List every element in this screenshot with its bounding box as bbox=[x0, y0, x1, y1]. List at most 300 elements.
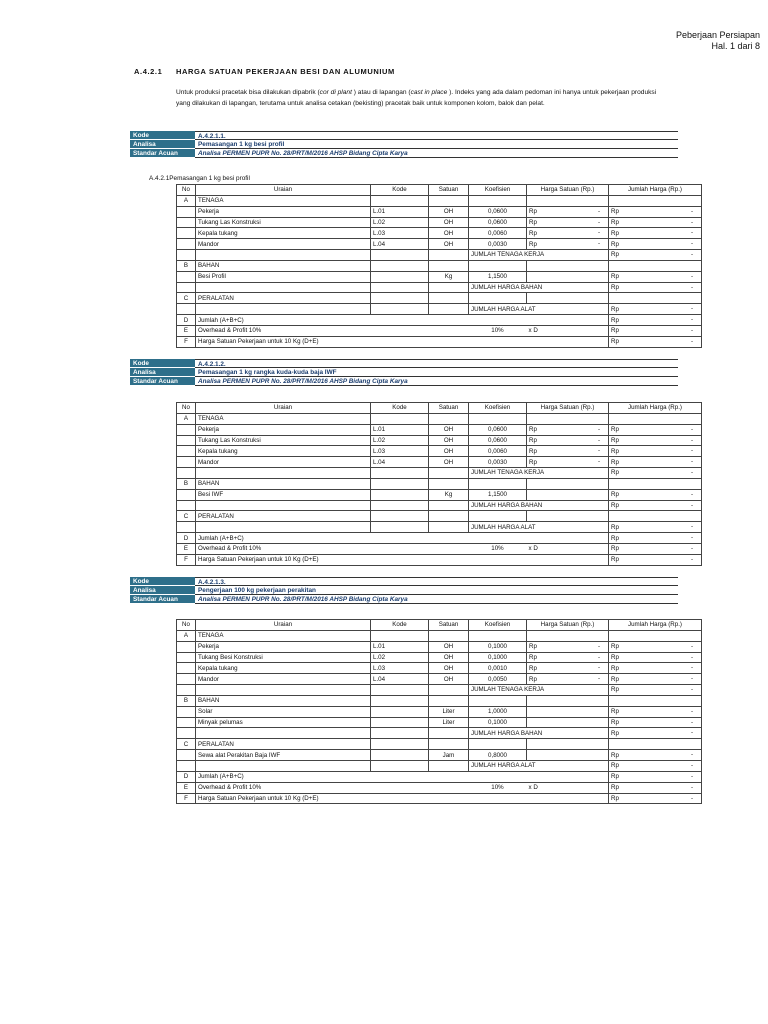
group-label: PERALATAN bbox=[196, 739, 371, 750]
item-uraian: Besi IWF bbox=[196, 489, 371, 500]
amount-dash: - bbox=[597, 218, 600, 226]
item-jumlah-harga bbox=[609, 228, 702, 239]
subtotal-label: JUMLAH TENAGA KERJA bbox=[469, 468, 609, 479]
amount-dash: - bbox=[690, 707, 693, 715]
empty-cell bbox=[429, 413, 469, 424]
info-analisa-value: Pemasangan 1 kg besi profil bbox=[195, 140, 678, 149]
row-no: C bbox=[177, 511, 196, 522]
item-kode: L.04 bbox=[371, 239, 429, 250]
row-no: D bbox=[177, 771, 196, 782]
total-amount bbox=[609, 533, 702, 544]
amount-dash: - bbox=[690, 436, 693, 444]
group-label: TENAGA bbox=[196, 630, 371, 641]
subtotal-row bbox=[177, 468, 702, 479]
row-no: B bbox=[177, 478, 196, 489]
total-row bbox=[177, 554, 702, 565]
amount-dash: - bbox=[690, 251, 693, 259]
amount-dash: - bbox=[690, 272, 693, 280]
subtotal-amount bbox=[609, 728, 702, 739]
empty-cell bbox=[177, 457, 196, 468]
empty-cell bbox=[609, 695, 702, 706]
item-kode: L.03 bbox=[371, 446, 429, 457]
item-jumlah-harga bbox=[609, 239, 702, 250]
item-jumlah-harga bbox=[609, 641, 702, 652]
group-label: BAHAN bbox=[196, 260, 371, 271]
amount-dash: - bbox=[690, 425, 693, 433]
row-no: D bbox=[177, 533, 196, 544]
section-number: A.4.2.1 bbox=[134, 67, 163, 76]
empty-cell bbox=[527, 739, 609, 750]
total-label: Jumlah (A+B+C) bbox=[196, 771, 609, 782]
empty-cell bbox=[429, 630, 469, 641]
col-header-kode: Kode bbox=[371, 185, 429, 196]
amount-dash: - bbox=[597, 458, 600, 466]
item-jumlah-harga bbox=[609, 435, 702, 446]
item-satuan: Liter bbox=[429, 717, 469, 728]
currency-label: Rp bbox=[611, 664, 619, 672]
currency-label: Rp bbox=[529, 458, 537, 466]
amount-dash: - bbox=[690, 783, 693, 791]
info-kode-value: A.4.2.1.2. bbox=[195, 359, 678, 368]
empty-cell bbox=[609, 478, 702, 489]
col-header-kode: Kode bbox=[371, 620, 429, 631]
currency-label: Rp bbox=[611, 762, 619, 770]
currency-label: Rp bbox=[611, 218, 619, 226]
info-key-analisa: Analisa bbox=[130, 586, 195, 595]
item-koefisien: 0,0060 bbox=[469, 228, 527, 239]
item-harga-satuan bbox=[527, 435, 609, 446]
group-row bbox=[177, 478, 702, 489]
item-uraian: Solar bbox=[196, 706, 371, 717]
subtotal-amount bbox=[609, 522, 702, 533]
group-row bbox=[177, 260, 702, 271]
table-row bbox=[177, 228, 702, 239]
empty-cell bbox=[609, 260, 702, 271]
item-koefisien: 1,0000 bbox=[469, 706, 527, 717]
amount-dash: - bbox=[690, 337, 693, 345]
col-header-satuan: Satuan bbox=[429, 185, 469, 196]
empty-cell bbox=[527, 717, 609, 728]
item-satuan: OH bbox=[429, 663, 469, 674]
empty-cell bbox=[177, 728, 196, 739]
info-standar-value: Analisa PERMEN PUPR No. 28/PRT/M/2016 AHSP Bidang Cipta Karya bbox=[195, 377, 678, 386]
item-kode: L.04 bbox=[371, 457, 429, 468]
item-uraian: Mandor bbox=[196, 457, 371, 468]
item-koefisien: 0,0010 bbox=[469, 663, 527, 674]
item-koefisien: 0,0600 bbox=[469, 435, 527, 446]
table-row bbox=[177, 489, 702, 500]
row-no: F bbox=[177, 336, 196, 347]
subtotal-amount bbox=[609, 282, 702, 293]
total-label: Jumlah (A+B+C) bbox=[196, 533, 609, 544]
info-kode-value: A.4.2.1.3. bbox=[195, 577, 678, 586]
total-label: Jumlah (A+B+C) bbox=[196, 315, 609, 326]
item-harga-satuan bbox=[527, 663, 609, 674]
overhead-multiplier: x D bbox=[527, 543, 609, 554]
empty-cell bbox=[429, 760, 469, 771]
empty-cell bbox=[609, 739, 702, 750]
currency-label: Rp bbox=[611, 534, 619, 542]
amount-dash: - bbox=[690, 305, 693, 313]
overhead-row bbox=[177, 782, 702, 793]
group-row bbox=[177, 511, 702, 522]
currency-label: Rp bbox=[529, 653, 537, 661]
empty-cell bbox=[177, 206, 196, 217]
table-row bbox=[177, 717, 702, 728]
currency-label: Rp bbox=[611, 436, 619, 444]
currency-label: Rp bbox=[529, 208, 537, 216]
currency-label: Rp bbox=[611, 556, 619, 564]
item-kode: L.01 bbox=[371, 641, 429, 652]
amount-dash: - bbox=[690, 675, 693, 683]
item-uraian: Tukang Las Konstruksi bbox=[196, 217, 371, 228]
currency-label: Rp bbox=[611, 208, 619, 216]
amount-dash: - bbox=[690, 229, 693, 237]
total-amount bbox=[609, 771, 702, 782]
item-koefisien: 0,8000 bbox=[469, 750, 527, 761]
amount-dash: - bbox=[690, 469, 693, 477]
info-key-standar: Standar Acuan bbox=[130, 149, 195, 158]
table-row bbox=[177, 239, 702, 250]
item-koefisien: 0,0060 bbox=[469, 446, 527, 457]
item-jumlah-harga bbox=[609, 674, 702, 685]
empty-cell bbox=[527, 413, 609, 424]
group-row bbox=[177, 195, 702, 206]
currency-label: Rp bbox=[611, 784, 619, 792]
col-header-harga-satuan: Harga Satuan (Rp.) bbox=[527, 185, 609, 196]
item-kode: L.02 bbox=[371, 217, 429, 228]
item-jumlah-harga bbox=[609, 271, 702, 282]
col-header-satuan: Satuan bbox=[429, 403, 469, 414]
currency-label: Rp bbox=[611, 719, 619, 727]
overhead-amount bbox=[609, 543, 702, 554]
empty-cell bbox=[177, 674, 196, 685]
item-kode: L.02 bbox=[371, 652, 429, 663]
item-kode: L.03 bbox=[371, 663, 429, 674]
overhead-percent: 10% bbox=[469, 543, 527, 554]
total-label: Harga Satuan Pekerjaan untuk 10 Kg (D+E) bbox=[196, 554, 609, 565]
empty-cell bbox=[371, 739, 429, 750]
item-uraian: Minyak pelumas bbox=[196, 717, 371, 728]
empty-cell bbox=[429, 685, 469, 696]
currency-label: Rp bbox=[611, 338, 619, 346]
row-no: C bbox=[177, 739, 196, 750]
empty-cell bbox=[371, 468, 429, 479]
empty-cell bbox=[177, 641, 196, 652]
item-kode: L.02 bbox=[371, 435, 429, 446]
amount-dash: - bbox=[690, 544, 693, 552]
item-koefisien: 0,0050 bbox=[469, 674, 527, 685]
item-kode bbox=[371, 706, 429, 717]
item-koefisien: 0,0600 bbox=[469, 206, 527, 217]
overhead-percent: 10% bbox=[469, 325, 527, 336]
amount-dash: - bbox=[690, 447, 693, 455]
empty-cell bbox=[371, 511, 429, 522]
overhead-label: Overhead & Profit 10% bbox=[196, 543, 469, 554]
currency-label: Rp bbox=[611, 794, 619, 802]
amount-dash: - bbox=[597, 229, 600, 237]
intro-italic-1: cor di plant bbox=[319, 89, 352, 96]
overhead-multiplier: x D bbox=[527, 325, 609, 336]
col-header-jumlah-harga: Jumlah Harga (Rp.) bbox=[609, 403, 702, 414]
info-standar-value: Analisa PERMEN PUPR No. 28/PRT/M/2016 AHSP Bidang Cipta Karya bbox=[195, 595, 678, 604]
table-header-row bbox=[177, 185, 702, 196]
empty-cell bbox=[371, 695, 429, 706]
amount-dash: - bbox=[690, 316, 693, 324]
empty-cell bbox=[177, 685, 196, 696]
currency-label: Rp bbox=[611, 773, 619, 781]
amount-dash: - bbox=[690, 686, 693, 694]
table-row bbox=[177, 217, 702, 228]
empty-cell bbox=[371, 630, 429, 641]
row-no: F bbox=[177, 793, 196, 804]
subtotal-amount bbox=[609, 468, 702, 479]
empty-cell bbox=[527, 260, 609, 271]
info-key-standar: Standar Acuan bbox=[130, 377, 195, 386]
item-jumlah-harga bbox=[609, 652, 702, 663]
item-harga-satuan bbox=[527, 652, 609, 663]
group-row bbox=[177, 695, 702, 706]
table-row bbox=[177, 271, 702, 282]
item-uraian: Tukang Las Konstruksi bbox=[196, 435, 371, 446]
empty-cell bbox=[177, 706, 196, 717]
empty-cell bbox=[429, 500, 469, 511]
item-satuan: OH bbox=[429, 674, 469, 685]
amount-dash: - bbox=[690, 751, 693, 759]
empty-cell bbox=[177, 435, 196, 446]
analysis-table-1 bbox=[176, 184, 702, 348]
amount-dash: - bbox=[690, 240, 693, 248]
amount-dash: - bbox=[690, 642, 693, 650]
item-koefisien: 0,0600 bbox=[469, 217, 527, 228]
currency-label: Rp bbox=[529, 426, 537, 434]
row-no: D bbox=[177, 315, 196, 326]
item-satuan: OH bbox=[429, 206, 469, 217]
item-uraian: Pekerja bbox=[196, 206, 371, 217]
col-header-satuan: Satuan bbox=[429, 620, 469, 631]
table-row bbox=[177, 446, 702, 457]
item-uraian: Kepala tukang bbox=[196, 663, 371, 674]
empty-cell bbox=[469, 413, 527, 424]
item-uraian: Besi Profil bbox=[196, 271, 371, 282]
group-row bbox=[177, 293, 702, 304]
overhead-row bbox=[177, 325, 702, 336]
table-row bbox=[177, 674, 702, 685]
item-uraian: Mandor bbox=[196, 239, 371, 250]
intro-text-2: ) atau di lapangan ( bbox=[351, 89, 411, 96]
item-harga-satuan bbox=[527, 239, 609, 250]
currency-label: Rp bbox=[529, 436, 537, 444]
info-key-kode: Kode bbox=[130, 359, 195, 368]
col-header-koefisien: Koefisien bbox=[469, 403, 527, 414]
col-header-jumlah-harga: Jumlah Harga (Rp.) bbox=[609, 620, 702, 631]
amount-dash: - bbox=[690, 490, 693, 498]
item-satuan: OH bbox=[429, 239, 469, 250]
info-analisa-value: Pemasangan 1 kg rangka kuda-kuda baja IWF bbox=[195, 368, 678, 377]
table-row bbox=[177, 641, 702, 652]
row-no: A bbox=[177, 195, 196, 206]
analysis-table-2 bbox=[176, 402, 702, 566]
page-header bbox=[676, 30, 760, 52]
empty-cell bbox=[371, 195, 429, 206]
empty-cell bbox=[371, 522, 429, 533]
info-standar-value: Analisa PERMEN PUPR No. 28/PRT/M/2016 AHSP Bidang Cipta Karya bbox=[195, 149, 678, 158]
amount-dash: - bbox=[690, 501, 693, 509]
empty-cell bbox=[177, 304, 196, 315]
col-header-uraian: Uraian bbox=[196, 185, 371, 196]
total-row bbox=[177, 336, 702, 347]
overhead-percent: 10% bbox=[469, 782, 527, 793]
empty-cell bbox=[177, 760, 196, 771]
empty-cell bbox=[371, 293, 429, 304]
section-heading bbox=[134, 67, 395, 76]
empty-cell bbox=[429, 739, 469, 750]
currency-label: Rp bbox=[611, 729, 619, 737]
intro-text-3: ). Indeks yang ada dalam pedoman ini hanya untuk pekerjaan produksi yang dilakukan di lapangan, terutama untuk analisa cetakan (bekisting) pracetak baik untuk komponen kolom, balok dan pelat. bbox=[176, 89, 657, 107]
total-amount bbox=[609, 315, 702, 326]
item-satuan: OH bbox=[429, 446, 469, 457]
header-page-number: Hal. 1 dari 8 bbox=[711, 41, 760, 51]
item-harga-satuan bbox=[527, 446, 609, 457]
subtotal-amount bbox=[609, 304, 702, 315]
info-block-3 bbox=[130, 577, 678, 604]
total-amount bbox=[609, 336, 702, 347]
currency-label: Rp bbox=[611, 751, 619, 759]
row-no: C bbox=[177, 293, 196, 304]
subtotal-amount bbox=[609, 500, 702, 511]
currency-label: Rp bbox=[611, 643, 619, 651]
empty-cell bbox=[177, 250, 196, 261]
overhead-amount bbox=[609, 325, 702, 336]
item-kode bbox=[371, 489, 429, 500]
empty-cell bbox=[371, 728, 429, 739]
group-row bbox=[177, 630, 702, 641]
row-no: A bbox=[177, 413, 196, 424]
info-key-kode: Kode bbox=[130, 577, 195, 586]
item-uraian: Sewa alat Perakitan Baja IWF bbox=[196, 750, 371, 761]
info-key-analisa: Analisa bbox=[130, 368, 195, 377]
amount-dash: - bbox=[690, 534, 693, 542]
overhead-label: Overhead & Profit 10% bbox=[196, 782, 469, 793]
currency-label: Rp bbox=[611, 502, 619, 510]
subtotal-row bbox=[177, 304, 702, 315]
header-section-name: Peberjaan Persiapan bbox=[675, 30, 760, 40]
subtotal-row bbox=[177, 522, 702, 533]
item-harga-satuan bbox=[527, 424, 609, 435]
row-no: E bbox=[177, 782, 196, 793]
amount-dash: - bbox=[690, 458, 693, 466]
item-satuan: OH bbox=[429, 228, 469, 239]
row-no: B bbox=[177, 260, 196, 271]
total-row bbox=[177, 793, 702, 804]
currency-label: Rp bbox=[529, 664, 537, 672]
currency-label: Rp bbox=[611, 469, 619, 477]
currency-label: Rp bbox=[611, 273, 619, 281]
empty-cell bbox=[177, 717, 196, 728]
empty-cell bbox=[196, 500, 371, 511]
sub-title: A.4.2.1Pemasangan 1 kg besi profil bbox=[149, 175, 250, 182]
item-kode: L.04 bbox=[371, 674, 429, 685]
currency-label: Rp bbox=[611, 675, 619, 683]
amount-dash: - bbox=[597, 664, 600, 672]
overhead-label: Overhead & Profit 10% bbox=[196, 325, 469, 336]
empty-cell bbox=[196, 760, 371, 771]
currency-label: Rp bbox=[611, 327, 619, 335]
analysis-table-3 bbox=[176, 619, 702, 804]
empty-cell bbox=[371, 685, 429, 696]
info-block-1 bbox=[130, 131, 678, 158]
row-no: A bbox=[177, 630, 196, 641]
empty-cell bbox=[429, 522, 469, 533]
item-satuan: Liter bbox=[429, 706, 469, 717]
empty-cell bbox=[527, 511, 609, 522]
empty-cell bbox=[196, 282, 371, 293]
amount-dash: - bbox=[597, 447, 600, 455]
amount-dash: - bbox=[690, 207, 693, 215]
empty-cell bbox=[177, 500, 196, 511]
row-no: F bbox=[177, 554, 196, 565]
subtotal-label: JUMLAH HARGA ALAT bbox=[469, 304, 609, 315]
col-header-uraian: Uraian bbox=[196, 403, 371, 414]
item-koefisien: 0,0600 bbox=[469, 424, 527, 435]
currency-label: Rp bbox=[611, 545, 619, 553]
empty-cell bbox=[429, 695, 469, 706]
item-koefisien: 0,1000 bbox=[469, 717, 527, 728]
item-uraian: Tukang Besi Konstruksi bbox=[196, 652, 371, 663]
empty-cell bbox=[429, 195, 469, 206]
empty-cell bbox=[527, 706, 609, 717]
empty-cell bbox=[177, 468, 196, 479]
table-row bbox=[177, 435, 702, 446]
empty-cell bbox=[609, 195, 702, 206]
currency-label: Rp bbox=[611, 240, 619, 248]
currency-label: Rp bbox=[611, 653, 619, 661]
amount-dash: - bbox=[690, 653, 693, 661]
empty-cell bbox=[371, 478, 429, 489]
item-kode: L.03 bbox=[371, 228, 429, 239]
empty-cell bbox=[527, 695, 609, 706]
group-label: PERALATAN bbox=[196, 293, 371, 304]
item-uraian: Pekerja bbox=[196, 424, 371, 435]
empty-cell bbox=[371, 282, 429, 293]
amount-dash: - bbox=[690, 729, 693, 737]
col-header-no: No bbox=[177, 403, 196, 414]
item-harga-satuan bbox=[527, 674, 609, 685]
item-koefisien: 0,0030 bbox=[469, 457, 527, 468]
info-key-analisa: Analisa bbox=[130, 140, 195, 149]
empty-cell bbox=[371, 413, 429, 424]
intro-italic-2: cast in place bbox=[410, 89, 448, 96]
item-jumlah-harga bbox=[609, 206, 702, 217]
empty-cell bbox=[429, 282, 469, 293]
empty-cell bbox=[177, 228, 196, 239]
empty-cell bbox=[527, 489, 609, 500]
item-satuan: OH bbox=[429, 641, 469, 652]
empty-cell bbox=[196, 728, 371, 739]
info-block-2 bbox=[130, 359, 678, 386]
empty-cell bbox=[177, 489, 196, 500]
intro-text-1: Untuk produksi pracetak bisa dilakukan dipabrik ( bbox=[176, 89, 320, 96]
empty-cell bbox=[196, 250, 371, 261]
col-header-harga-satuan: Harga Satuan (Rp.) bbox=[527, 403, 609, 414]
currency-label: Rp bbox=[611, 686, 619, 694]
empty-cell bbox=[469, 478, 527, 489]
total-amount bbox=[609, 793, 702, 804]
col-header-kode: Kode bbox=[371, 403, 429, 414]
item-kode bbox=[371, 271, 429, 282]
group-label: BAHAN bbox=[196, 478, 371, 489]
item-harga-satuan bbox=[527, 206, 609, 217]
